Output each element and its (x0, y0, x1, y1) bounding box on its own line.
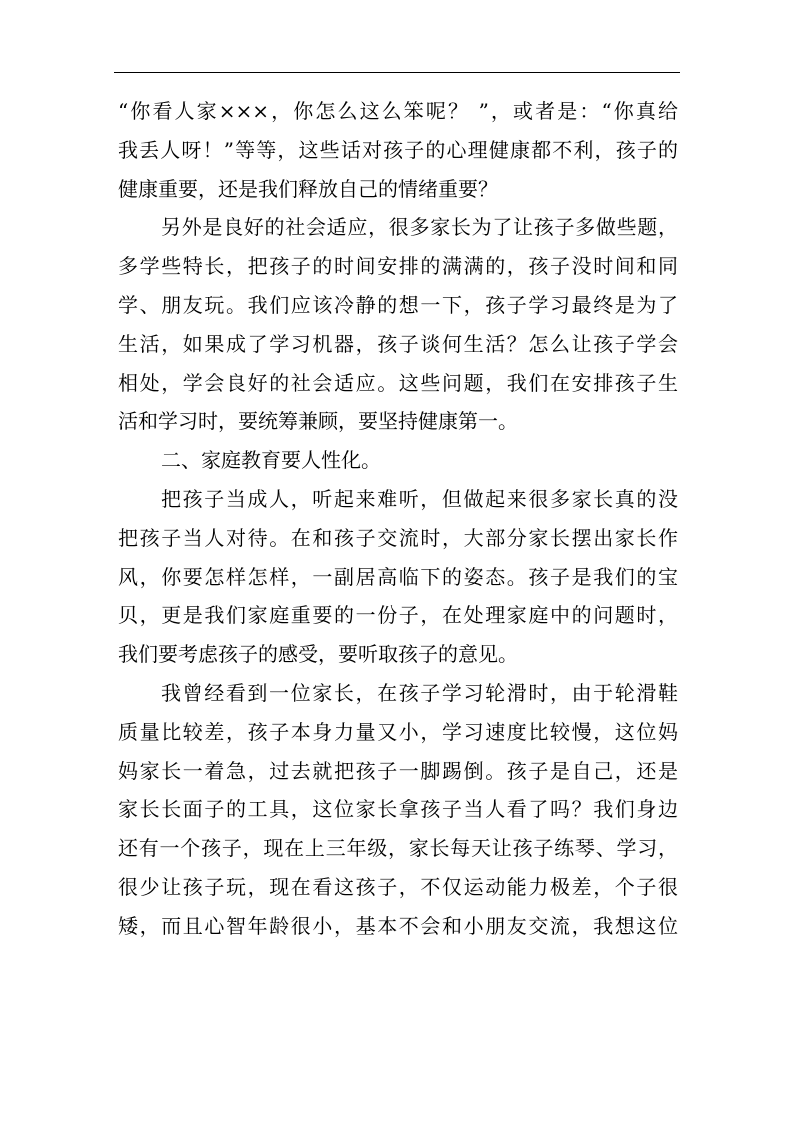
text-line: 健康重要，还是我们释放自己的情绪重要？ (118, 176, 498, 201)
text-line: 相处，学会良好的社会适应。这些问题，我们在安排孩子生 (118, 370, 678, 395)
text-line: 多学些特长，把孩子的时间安排的满满的，孩子没时间和同 (118, 254, 678, 279)
text-line: 把孩子当人对待。在和孩子交流时，大部分家长摆出家长作 (118, 525, 678, 550)
text-line: 另外是良好的社会适应，很多家长为了让孩子多做些题， (161, 215, 678, 240)
text-line: 活和学习时，要统筹兼顾，要坚持健康第一。 (118, 409, 518, 434)
text-line: 我们要考虑孩子的感受，要听取孩子的意见。 (118, 642, 518, 667)
text-line: 我丢人呀！”等等，这些话对孩子的心理健康都不利，孩子的 (118, 137, 678, 162)
text-line: 把孩子当成人，听起来难听，但做起来很多家长真的没 (161, 486, 678, 511)
text-line: 生活，如果成了学习机器，孩子谈何生活？怎么让孩子学会 (118, 331, 678, 356)
text-line: 我曾经看到一位家长，在孩子学习轮滑时，由于轮滑鞋 (161, 680, 678, 705)
header-rule (114, 72, 680, 73)
text-line: 家长长面子的工具，这位家长拿孩子当人看了吗？我们身边 (118, 797, 678, 822)
text-line: “你看人家×××，你怎么这么笨呢？ ”，或者是：“你真给 (118, 99, 678, 123)
text-line: 还有一个孩子，现在上三年级，家长每天让孩子练琴、学习， (118, 836, 678, 861)
text-line: 妈家长一着急，过去就把孩子一脚踢倒。孩子是自己，还是 (118, 758, 678, 783)
text-line: 二、家庭教育要人性化。 (161, 448, 381, 473)
text-line: 学、朋友玩。我们应该冷静的想一下，孩子学习最终是为了 (118, 292, 678, 317)
text-line: 矮，而且心智年龄很小，基本不会和小朋友交流，我想这位 (118, 913, 678, 938)
document-body (118, 92, 678, 946)
text-line: 质量比较差，孩子本身力量又小，学习速度比较慢，这位妈 (118, 719, 678, 744)
text-line: 风，你要怎样怎样，一副居高临下的姿态。孩子是我们的宝 (118, 564, 678, 589)
text-line: 贝，更是我们家庭重要的一份子，在处理家庭中的问题时， (118, 603, 678, 628)
text-line: 很少让孩子玩，现在看这孩子，不仅运动能力极差，个子很 (118, 874, 678, 899)
